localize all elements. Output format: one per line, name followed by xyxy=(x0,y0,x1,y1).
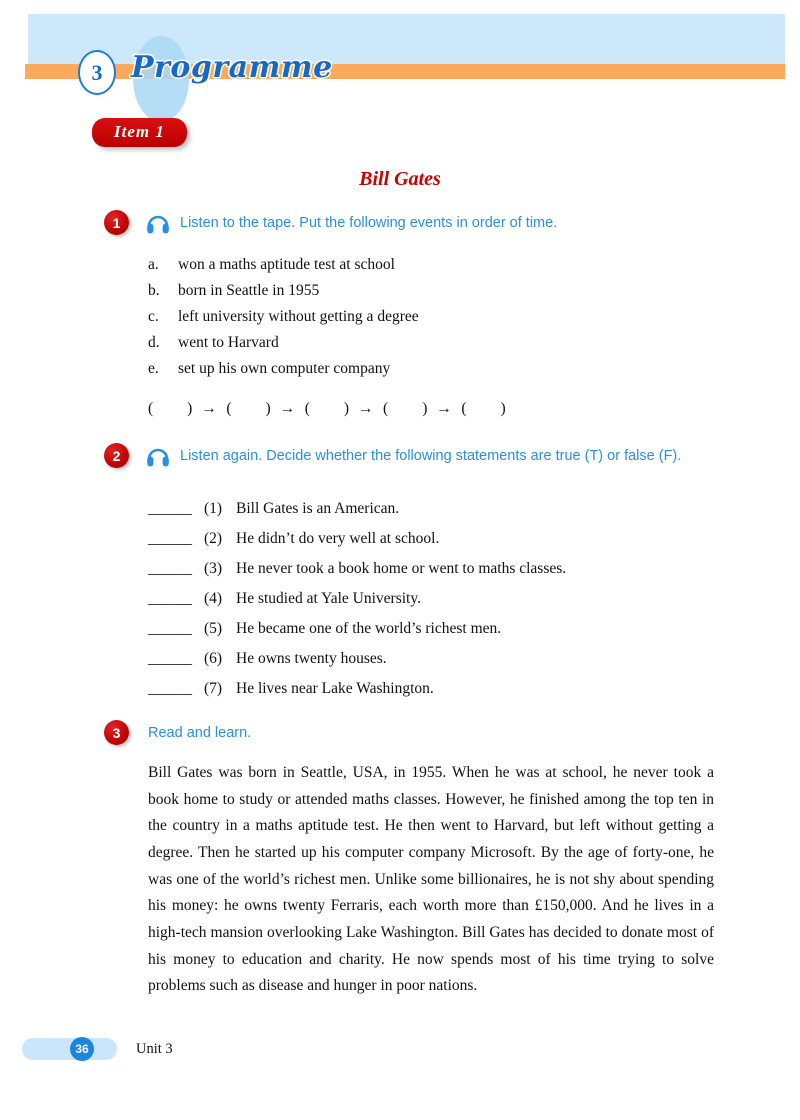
headphones-icon xyxy=(145,211,171,235)
answer-blank[interactable]: ______ xyxy=(148,590,192,607)
option-letter: a. xyxy=(148,256,159,273)
page-number: 36 xyxy=(70,1037,94,1061)
answer-blank[interactable]: ______ xyxy=(148,650,192,667)
statement-number: (2) xyxy=(204,530,223,547)
exercise-1-number-badge: 1 xyxy=(104,210,129,235)
statement-number: (3) xyxy=(204,560,223,577)
answer-slot-3-close: ) xyxy=(343,400,350,417)
exercise-2-instruction: Listen again. Decide whether the following statements are true (T) or false (F). xyxy=(180,448,682,464)
option-letter: e. xyxy=(148,360,159,377)
footer-unit-label: Unit 3 xyxy=(136,1041,173,1057)
answer-blank[interactable]: ______ xyxy=(148,530,192,547)
answer-slot-4-open: ( xyxy=(383,400,389,417)
statement-text: He studied at Yale University. xyxy=(236,590,421,607)
exercise-3-instruction: Read and learn. xyxy=(148,725,252,741)
exercise-1-instruction: Listen to the tape. Put the following events in order of time. xyxy=(180,215,558,231)
arrow-icon: → xyxy=(201,400,218,417)
statement-number: (1) xyxy=(204,500,223,517)
statement-text: He owns twenty houses. xyxy=(236,650,387,667)
arrow-icon: → xyxy=(279,400,296,417)
option-letter: c. xyxy=(148,308,159,325)
answer-sequence xyxy=(148,400,506,418)
list-item xyxy=(148,356,708,382)
list-item xyxy=(148,530,728,560)
option-text: left university without getting a degree xyxy=(178,308,419,325)
option-text: won a maths aptitude test at school xyxy=(178,256,395,273)
list-item xyxy=(148,680,728,710)
answer-blank[interactable]: ______ xyxy=(148,620,192,637)
true-false-statement-list xyxy=(148,500,728,710)
headphones-icon xyxy=(145,444,171,468)
statement-text: He never took a book home or went to maths classes. xyxy=(236,560,567,577)
arrow-icon: → xyxy=(436,400,453,417)
page-title: Programme xyxy=(131,50,333,85)
answer-slot-3-open: ( xyxy=(304,400,310,417)
exercise-3-number-badge: 3 xyxy=(104,720,129,745)
list-item xyxy=(148,252,708,278)
statement-text: Bill Gates is an American. xyxy=(236,500,400,517)
unit-number-circle: 3 xyxy=(78,50,116,95)
option-text: went to Harvard xyxy=(178,334,279,351)
statement-number: (6) xyxy=(204,650,223,667)
answer-slot-5-close: ) xyxy=(500,400,506,417)
answer-blank[interactable]: ______ xyxy=(148,500,192,517)
page-header xyxy=(0,0,800,110)
list-item xyxy=(148,330,708,356)
list-item xyxy=(148,500,728,530)
statement-number: (4) xyxy=(204,590,223,607)
exercise-2-number-badge: 2 xyxy=(104,443,129,468)
statement-number: (7) xyxy=(204,680,223,697)
list-item xyxy=(148,560,728,590)
list-item xyxy=(148,278,708,304)
list-item xyxy=(148,590,728,620)
answer-blank[interactable]: ______ xyxy=(148,680,192,697)
option-text: set up his own computer company xyxy=(178,360,391,377)
statement-number: (5) xyxy=(204,620,223,637)
arrow-icon: → xyxy=(358,400,375,417)
option-text: born in Seattle in 1955 xyxy=(178,282,320,299)
answer-slot-5-open: ( xyxy=(461,400,467,417)
list-item xyxy=(148,304,708,330)
reading-passage: Bill Gates was born in Seattle, USA, in 1955. When he was at school, he never took a book home to study or attended maths classes. However, he finished among the top ten in the country in a maths aptitude test. He then went to Harvard, but left without getting a degree. Then he started up his computer company Microsoft. By the age of forty-one, he was one of the world’s richest men. Unlike some billionaires, he is not shy about spending his money: he owns twenty Ferraris, each worth more than £150,000. And he lives in a high-tech mansion overlooking Lake Washington. Bill Gates has decided to donate most of his money to education and charity. He now spends most of his time trying to solve problems such as disease and hunger in poor nations. xyxy=(148,764,714,995)
option-letter: d. xyxy=(148,334,160,351)
answer-blank[interactable]: ______ xyxy=(148,560,192,577)
answer-slot-2-open: ( xyxy=(226,400,232,417)
answer-slot-4-close: ) xyxy=(422,400,428,417)
item-badge: Item 1 xyxy=(92,118,187,147)
list-item xyxy=(148,650,728,680)
statement-text: He became one of the world’s richest men. xyxy=(236,620,502,637)
answer-slot-2-close: ) xyxy=(265,400,271,417)
option-letter: b. xyxy=(148,282,160,299)
events-option-list xyxy=(148,252,708,382)
statement-text: He didn’t do very well at school. xyxy=(236,530,440,547)
list-item xyxy=(148,620,728,650)
lesson-title: Bill Gates xyxy=(359,168,441,190)
answer-slot-1-open: ( xyxy=(148,400,154,417)
statement-text: He lives near Lake Washington. xyxy=(236,680,434,697)
answer-slot-1-close: ) xyxy=(187,400,193,417)
